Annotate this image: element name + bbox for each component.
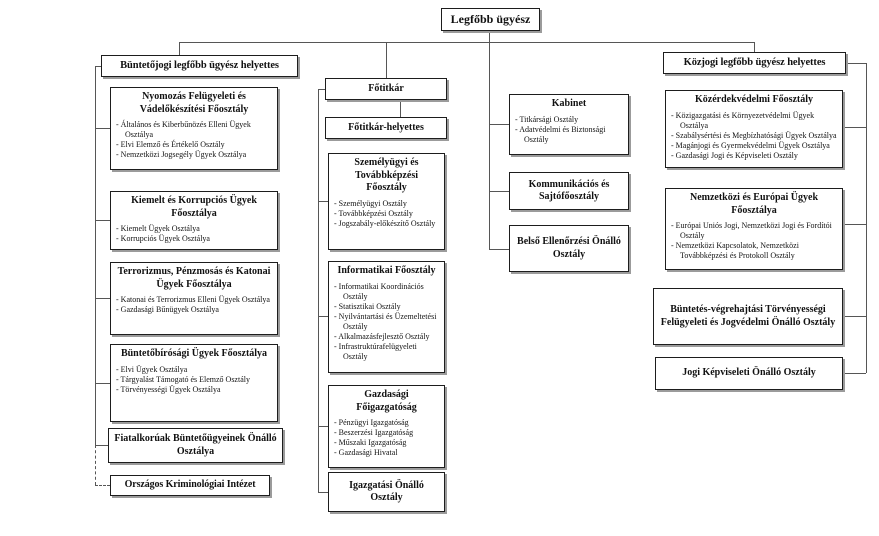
org-item: - Tárgyalást Támogató és Elemző Osztály <box>116 375 272 385</box>
org-box-title: Főtitkár <box>368 82 404 94</box>
connector-dashed-rail <box>95 445 96 485</box>
org-item: - Törvényességi Ügyek Osztálya <box>116 385 272 395</box>
org-item: - Infrastruktúrafelügyeleti Osztály <box>334 342 439 362</box>
org-header-buntetojogi-helyettes <box>101 55 298 77</box>
org-item: - Szabálysértési és Megbízhatósági Ügyek Osztálya <box>671 131 837 141</box>
connector-stub <box>843 224 866 225</box>
org-box-title: Kabinet <box>551 98 587 109</box>
org-item: - Titkársági Osztály <box>515 115 623 125</box>
org-item: - Gazdasági Jogi és Képviseleti Osztály <box>671 151 837 161</box>
org-box-title: Kiemelt és Korrupciós Ügyek Főosztálya <box>131 195 257 219</box>
org-box-title: Gazdasági Főigazgatóság <box>356 389 417 413</box>
org-box-fiatalkoruak <box>108 428 283 463</box>
connector-stub <box>95 128 110 129</box>
org-item: - Elvi Elemző és Értékelő Osztály <box>116 140 272 150</box>
connector-stub <box>318 201 328 202</box>
org-item: - Adatvédelmi és Biztonsági Osztály <box>515 125 623 145</box>
org-item: - Kiemelt Ügyek Osztálya <box>116 224 272 234</box>
org-box-nemzetkozi-europai <box>665 188 843 270</box>
org-box-igazgatasi <box>328 472 445 512</box>
org-box-jogi-kepviseleti <box>655 357 843 390</box>
org-box-title: Igazgatási Önálló Osztály <box>349 479 424 503</box>
org-box-fotitkar <box>325 78 447 100</box>
connector-stub <box>843 373 866 374</box>
connector-stub <box>318 316 328 317</box>
org-item: - Elvi Ügyek Osztálya <box>116 365 272 375</box>
org-box-title: Személyügyi és Továbbképzési Főosztály <box>354 157 419 193</box>
org-item: - Európai Uniós Jogi, Nemzetközi Jogi és Fordítói Osztály <box>671 221 837 241</box>
org-item: - Nemzetközi Kapcsolatok, Nemzetközi Továbbképzési és Protokoll Osztály <box>671 241 837 261</box>
org-item: - Informatikai Koordinációs Osztály <box>334 282 439 302</box>
org-box-title: Terrorizmus, Pénzmosás és Katonai Ügyek Főosztálya <box>117 266 271 290</box>
org-box-title: Főtitkár-helyettes <box>348 121 424 133</box>
org-box-kiemelt-korrupcios <box>110 191 278 250</box>
connector-public-header-stub <box>846 63 866 64</box>
connector-stub <box>95 383 110 384</box>
org-box-title: Büntetőbírósági Ügyek Főosztálya <box>120 348 268 359</box>
org-item: - Általános és Kiberbűnözés Elleni Ügyek Osztálya <box>116 120 272 140</box>
connector-stub <box>318 426 328 427</box>
org-item: - Pénzügyi Igazgatóság <box>334 418 439 428</box>
connector-stub <box>95 220 110 221</box>
org-box-title: Közjogi legfőbb ügyész helyettes <box>683 56 826 68</box>
connector-secretary-rail <box>318 89 319 492</box>
org-item: - Műszaki Igazgatóság <box>334 438 439 448</box>
org-box-title: Informatikai Főosztály <box>337 265 436 276</box>
org-item: - Közigazgatási és Környezetvédelmi Ügyek Osztálya <box>671 111 837 131</box>
connector-stub <box>95 298 110 299</box>
connector-top-rail <box>179 42 754 43</box>
org-box-buntetes-vegrehajtasi <box>653 288 843 345</box>
org-box-legfobb-ugyesz <box>441 8 540 31</box>
org-box-kozerdekvedelmi <box>665 90 843 168</box>
connector-public-drop <box>754 42 755 52</box>
org-box-title: Büntetőjogi legfőbb ügyész helyettes <box>120 59 279 71</box>
connector-stub <box>489 124 509 125</box>
org-item: - Magánjogi és Gyermekvédelmi Ügyek Osztálya <box>671 141 837 151</box>
org-box-title: Nyomozás Felügyeleti és Vádelőkészítési Főosztály <box>139 91 249 115</box>
org-item: - Katonai és Terrorizmus Elleni Ügyek Osztálya <box>116 295 272 305</box>
connector-dashed-stub <box>95 485 110 486</box>
connector-public-rail <box>866 63 867 373</box>
org-item: - Nyilvántartási és Üzemeltetési Osztály <box>334 312 439 332</box>
org-box-buntetobirosagi <box>110 344 278 422</box>
connector-stub <box>95 445 108 446</box>
org-box-fotitkar-helyettes <box>325 117 447 139</box>
org-box-title: Legfőbb ügyész <box>450 12 531 27</box>
org-box-gazdasagi <box>328 385 445 468</box>
org-box-title: Belső Ellenőrzési Önálló Osztály <box>517 236 621 260</box>
org-header-kozjogi-helyettes <box>663 52 846 74</box>
org-box-title: Nemzetközi és Európai Ügyek Főosztálya <box>689 192 819 216</box>
org-item: - Alkalmazásfejlesztő Osztály <box>334 332 439 342</box>
org-box-title: Kommunikációs és Sajtófőosztály <box>528 178 610 202</box>
org-item: - Beszerzési Igazgatóság <box>334 428 439 438</box>
connector-secretary-drop <box>386 42 387 78</box>
org-item: - Gazdasági Bűnügyek Osztálya <box>116 305 272 315</box>
org-box-title: Fiatalkorúak Büntetőügyeinek Önálló Osztálya <box>114 433 277 457</box>
org-box-belso-ellenorzesi <box>509 225 629 272</box>
org-box-orszagos-kriminologiai <box>110 475 270 496</box>
connector-root-drop <box>489 31 490 249</box>
org-box-kabinet <box>509 94 629 155</box>
org-item: - Továbbképzési Osztály <box>334 209 439 219</box>
connector-criminal-drop <box>179 42 180 55</box>
connector-stub <box>318 492 328 493</box>
connector-stub <box>489 191 509 192</box>
connector-stub <box>489 249 509 250</box>
org-item: - Személyügyi Osztály <box>334 199 439 209</box>
connector-fotitkar-helyettes <box>400 100 401 117</box>
org-box-title: Jogi Képviseleti Önálló Osztály <box>682 367 816 379</box>
connector-stub <box>843 316 866 317</box>
org-item: - Korrupciós Ügyek Osztálya <box>116 234 272 244</box>
connector-stub <box>318 89 325 90</box>
org-box-title: Közérdekvédelmi Főosztály <box>694 94 814 105</box>
org-box-terrorizmus-penzmosas <box>110 262 278 335</box>
connector-criminal-rail <box>95 66 96 445</box>
org-box-szemelyugyi <box>328 153 445 250</box>
org-item: - Jogszabály-előkészítő Osztály <box>334 219 439 229</box>
org-box-kommunikacios <box>509 172 629 210</box>
org-box-informatikai <box>328 261 445 373</box>
org-item: - Statisztikai Osztály <box>334 302 439 312</box>
org-box-nyomozas-felugyeleti <box>110 87 278 170</box>
org-box-title: Országos Kriminológiai Intézet <box>124 479 256 491</box>
connector-stub <box>843 127 866 128</box>
org-item: - Gazdasági Hivatal <box>334 448 439 458</box>
org-box-title: Büntetés-végrehajtási Törvényességi Felügyeleti és Jogvédelmi Önálló Osztály <box>660 304 836 328</box>
org-item: - Nemzetközi Jogsegély Ügyek Osztálya <box>116 150 272 160</box>
